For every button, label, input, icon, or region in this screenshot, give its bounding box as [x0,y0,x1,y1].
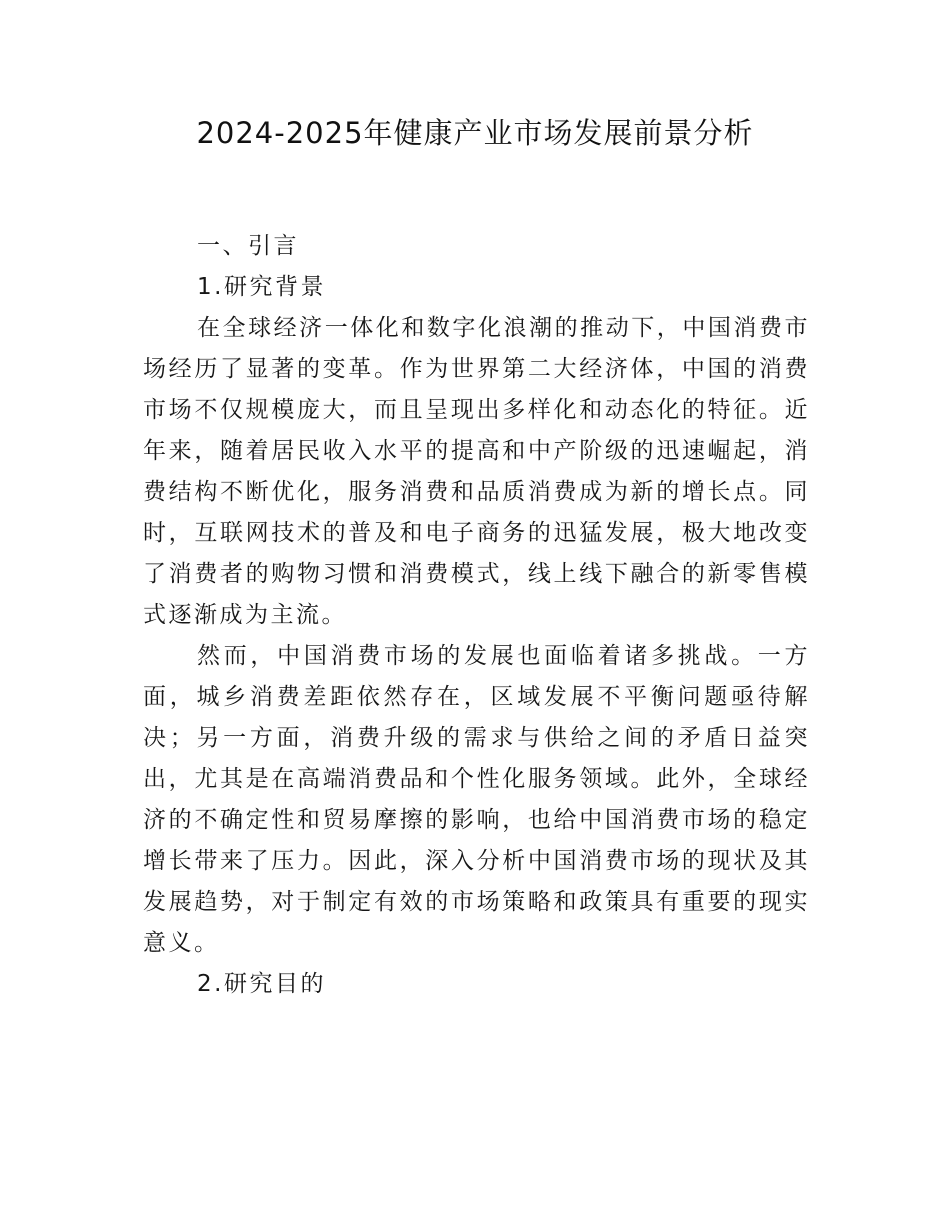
body-paragraph: 然而，中国消费市场的发展也面临着诸多挑战。一方面，城乡消费差距依然存在，区域发展不平衡问题亟待解决；另一方面，消费升级的需求与供给之间的矛盾日益突出，尤其是在高端消费品和个性化服务领域。此外，全球经济的不确定性和贸易摩擦的影响，也给中国消费市场的稳定增长带来了压力。因此，深入分析中国消费市场的现状及其发展趋势，对于制定有效的市场策略和政策具有重要的现实意义。 [143,643,810,956]
subsection-heading-research-background: 1.研究背景 [197,274,326,300]
document-title: 2024-2025年健康产业市场发展前景分析 [196,116,754,150]
subsection-heading-research-purpose: 2.研究目的 [197,971,326,997]
document-body [143,226,810,1005]
body-paragraph: 在全球经济一体化和数字化浪潮的推动下，中国消费市场经历了显著的变革。作为世界第二大经济体，中国的消费市场不仅规模庞大，而且呈现出多样化和动态化的特征。近年来，随着居民收入水平的提高和中产阶级的迅速崛起，消费结构不断优化，服务消费和品质消费成为新的增长点。同时，互联网技术的普及和电子商务的迅猛发展，极大地改变了消费者的购物习惯和消费模式，线上线下融合的新零售模式逐渐成为主流。 [143,315,810,628]
section-heading-introduction: 一、引言 [197,233,299,259]
